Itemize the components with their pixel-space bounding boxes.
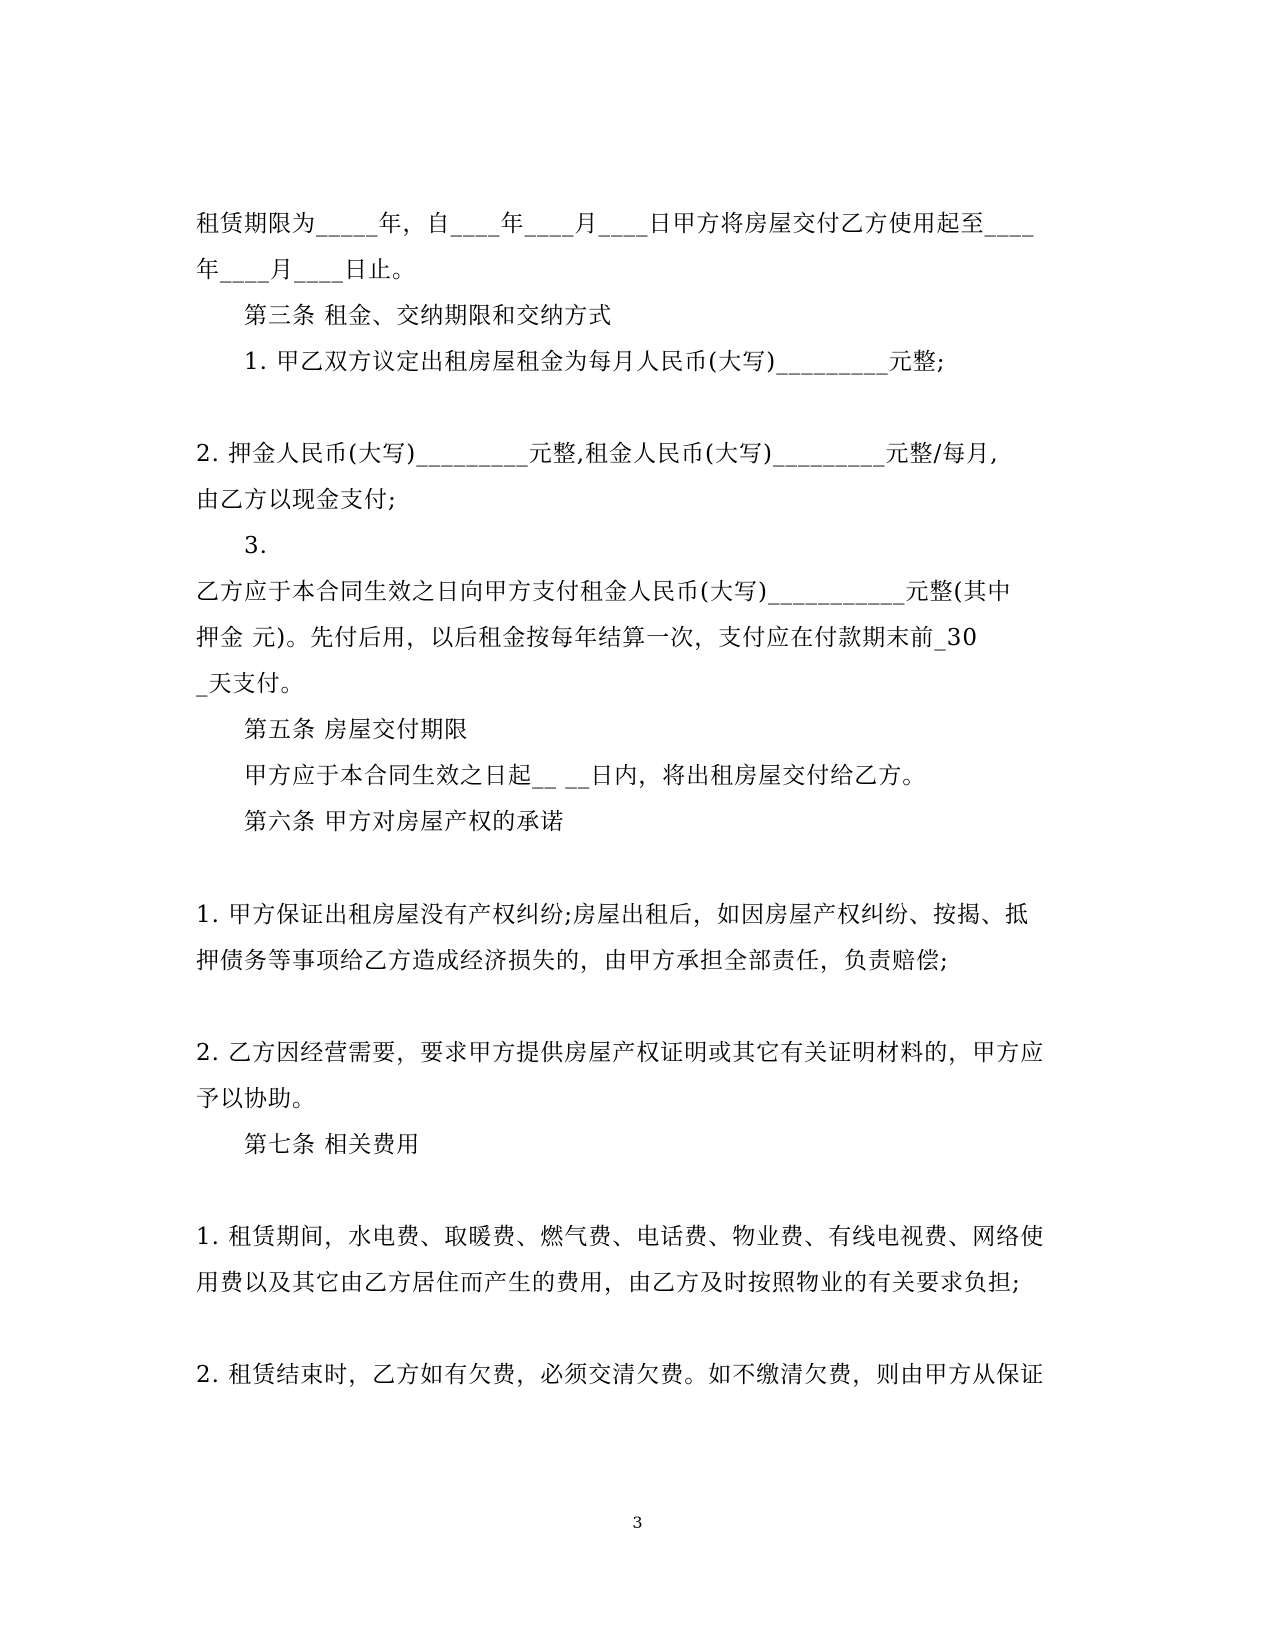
text-line: 押金 元)。先付后用，以后租金按每年结算一次，支付应在付款期末前_30 [196, 625, 979, 651]
text-line: 甲方应于本合同生效之日起__ __日内，将出租房屋交付给乙方。 [244, 763, 927, 789]
page-number: 3 [632, 1513, 643, 1532]
text-line: 乙方应于本合同生效之日向甲方支付租金人民币(大写)___________元整(其中 [196, 579, 1012, 605]
text-line: 1. 租赁期间，水电费、取暖费、燃气费、电话费、物业费、有线电视费、网络使 [196, 1224, 1045, 1250]
text-line: 2. 押金人民币(大写)_________元整,租金人民币(大写)_________元整/每月, [196, 441, 999, 467]
section-heading: 第六条 甲方对房屋产权的承诺 [244, 809, 565, 835]
text-line: 2. 乙方因经营需要，要求甲方提供房屋产权证明或其它有关证明材料的，甲方应 [196, 1040, 1045, 1066]
text-line: 1. 甲乙双方议定出租房屋租金为每月人民币(大写)_________元整; [244, 349, 946, 375]
text-line: 租赁期限为_____年，自____年____月____日甲方将房屋交付乙方使用起至____ [196, 211, 1035, 237]
text-line: 1. 甲方保证出租房屋没有产权纠纷;房屋出租后，如因房屋产权纠纷、按揭、抵 [196, 902, 1030, 928]
text-line: 予以协助。 [196, 1086, 316, 1112]
text-line: 3. [244, 533, 268, 559]
text-line: 年____月____日止。 [196, 257, 416, 283]
section-heading: 第三条 租金、交纳期限和交纳方式 [244, 303, 613, 329]
section-heading: 第五条 房屋交付期限 [244, 717, 469, 743]
text-line: 2. 租赁结束时，乙方如有欠费，必须交清欠费。如不缴清欠费，则由甲方从保证 [196, 1362, 1045, 1388]
text-line: 由乙方以现金支付; [196, 487, 397, 513]
text-line: 押债务等事项给乙方造成经济损失的，由甲方承担全部责任，负责赔偿; [196, 948, 949, 974]
text-line: 用费以及其它由乙方居住而产生的费用，由乙方及时按照物业的有关要求负担; [196, 1270, 1021, 1296]
section-heading: 第七条 相关费用 [244, 1132, 421, 1158]
text-line: _天支付。 [196, 671, 305, 697]
